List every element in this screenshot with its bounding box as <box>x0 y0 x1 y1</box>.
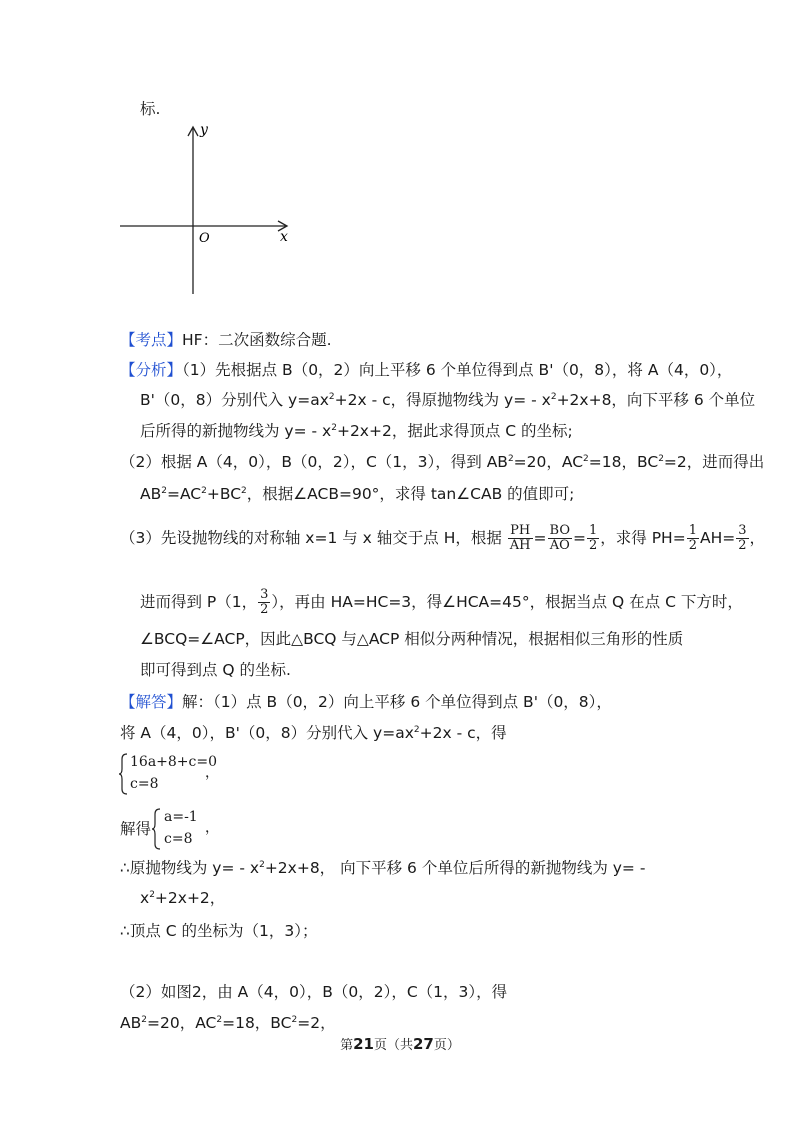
left-brace-icon-2 <box>152 808 162 850</box>
total-pages: 27 <box>413 1035 434 1053</box>
left-brace-icon <box>119 753 129 795</box>
system1-eq1: 16a+8+c=0 <box>130 754 218 770</box>
origin-label: O <box>199 231 210 246</box>
fenxi-text: （1）先根据点 B（0，2）向上平移 6 个单位得到点 B'（0，8），将 A（4，0）， <box>182 361 733 379</box>
fraction-three-half: $\frac{3}{2}$ <box>738 523 747 553</box>
fenxi-tag: 【分析】 <box>120 361 183 379</box>
jieda-line-9: $AB^2=20$，$AC^2=18$，$BC^2=2$， <box>120 1014 336 1032</box>
system2-eq1: a=-1 <box>164 809 198 825</box>
fraction-ph-ah: $\frac{PH}{AH}$ <box>509 523 531 553</box>
fenxi-line-8: ∠BCQ=∠ACP，因此△BCQ 与△ACP 相似分两种情况，根据相似三角形的性质 <box>140 630 684 648</box>
fenxi-line-9: 即可得到点 Q 的坐标. <box>140 661 291 679</box>
fraction-one-half: $\frac{1}{2}$ <box>588 523 598 553</box>
system2-comma: ， <box>205 820 219 836</box>
system1-comma: ， <box>205 765 219 781</box>
system1-eq2: c=8 <box>130 776 159 792</box>
fraction-three-half-p: $\frac{3}{2}$ <box>260 587 269 617</box>
fenxi-line-5: $AB^2=AC^2+BC^2$，根据∠ACB=90°，求得 tan∠CAB 的值即可; <box>140 485 575 503</box>
jieda-line-4: 解得 <box>120 820 152 838</box>
fenxi-line-4: （2）根据 A（4，0），B（0，2），C（1，3），得到 $AB^2=20$，$AC^2=18$，$BC^2=2$，进而得出 <box>120 453 765 471</box>
y-axis-label: y <box>200 122 208 138</box>
system2-eq2: c=8 <box>164 831 193 847</box>
fenxi-line-7: 进而得到 P（1， $\frac{3}{2}$ ），再由 HA=HC=3，得∠HCA=45°，根据当点 Q 在点 C 下方时， <box>140 587 743 617</box>
coordinate-axes-figure <box>118 122 298 298</box>
jieda-tag: 【解答】 <box>120 693 183 711</box>
kaodian-line <box>120 329 332 351</box>
carryover-text: 标. <box>140 100 161 118</box>
jieda-line-1: 【解答】解：（1）点 B（0，2）向上平移 6 个单位得到点 B'（0，8）， <box>120 693 612 711</box>
fenxi-line-3: 后所得的新抛物线为 $y= - x^2+2x+2$，据此求得顶点 C 的坐标; <box>140 422 573 440</box>
jieda-line-5: ∴原抛物线为 $y= - x^2+2x+8$， 向下平移 6 个单位后所得的新抛物线为 y= - <box>120 859 646 877</box>
jieda-line-8: （2）如图2，由 A（4，0），B（0，2），C（1，3），得 <box>120 983 508 1001</box>
page-footer: 第21页（共27页） <box>340 1035 460 1053</box>
jieda-line-2: 将 A（4，0），B'（0，8）分别代入 $y=ax^2+2x - c$，得 <box>120 724 507 742</box>
fenxi-line-2: B'（0，8）分别代入 $y=ax^2+2x - c$，得原抛物线为 $y= - x^2+2x+8$，向下平移 6 个单位 <box>140 391 756 409</box>
kaodian-tag: 【考点】 <box>120 331 183 349</box>
x-axis-label: x <box>280 229 288 245</box>
jieda-line-6: $x^2+2x+2$， <box>140 889 226 907</box>
current-page: 21 <box>353 1035 374 1053</box>
kaodian-text: HF：二次函数综合题. <box>182 331 332 349</box>
fenxi-line-1 <box>120 359 732 381</box>
fraction-one-half-2: $\frac{1}{2}$ <box>688 523 697 553</box>
jieda-line-7: ∴顶点 C 的坐标为（1，3）； <box>120 922 318 940</box>
fraction-bo-ao: $\frac{BO}{AO}$ <box>549 523 570 553</box>
fenxi-line-6: （3）先设抛物线的对称轴 x=1 与 x 轴交于点 H，根据 $\frac{PH}{AH}$ = $\frac{BO}{AO}$ = $\frac{1}{2}$ ，求得 PH= $\frac{1}{2}$ AH= $\frac{3}{2}$ ， <box>120 523 766 553</box>
